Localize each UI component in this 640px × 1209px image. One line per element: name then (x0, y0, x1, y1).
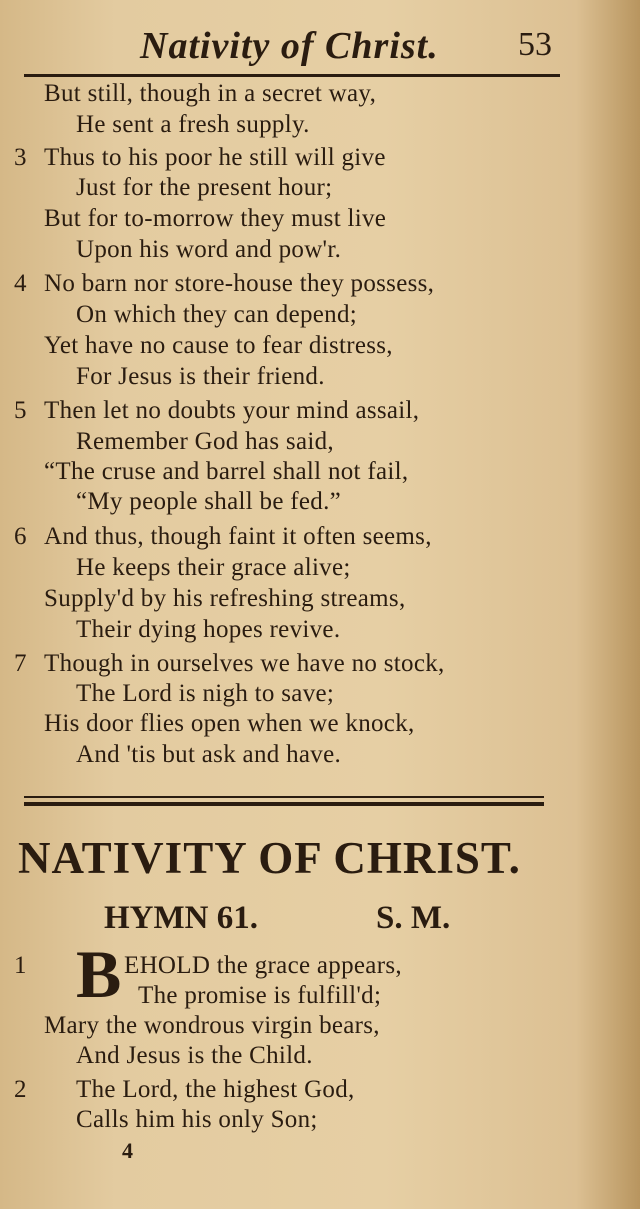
verse-line: Thus to his poor he still will give (44, 144, 386, 171)
drop-cap: B (76, 936, 122, 1012)
verse-line: The promise is fulfill'd; (138, 982, 382, 1009)
signature-mark: 4 (122, 1138, 133, 1163)
verse-line: No barn nor store-house they possess, (44, 270, 435, 297)
verse-line: “The cruse and barrel shall not fail, (44, 458, 409, 485)
verse-line: He sent a fresh supply. (76, 111, 310, 138)
section-divider-bottom (24, 802, 544, 806)
running-header-title: Nativity of Christ. (140, 25, 439, 67)
verse-line: Then let no doubts your mind assail, (44, 397, 420, 424)
verse-line: Supply'd by his refreshing streams, (44, 585, 406, 612)
verse-line: Their dying hopes revive. (76, 616, 341, 643)
verse-number: 5 (14, 397, 27, 424)
verse-line: Though in ourselves we have no stock, (44, 650, 445, 677)
hymn-meter: S. M. (376, 900, 451, 936)
verse-number: 1 (14, 952, 27, 979)
verse-line: The Lord is nigh to save; (76, 680, 335, 707)
verse-line: His door flies open when we knock, (44, 710, 415, 737)
verse-number: 2 (14, 1076, 27, 1103)
verse-line: Calls him his only Son; (76, 1106, 318, 1133)
verse-line: Yet have no cause to fear distress, (44, 332, 393, 359)
verse-line: And Jesus is the Child. (76, 1042, 313, 1069)
verse-line: The Lord, the highest God, (76, 1076, 355, 1103)
verse-number: 4 (14, 270, 27, 297)
verse-line: But still, though in a secret way, (44, 80, 377, 107)
verse-line: On which they can depend; (76, 301, 358, 328)
verse-number: 7 (14, 650, 27, 677)
verse-line: Remember God has said, (76, 428, 334, 455)
verse-line: He keeps their grace alive; (76, 554, 351, 581)
verse-line: Just for the present hour; (76, 174, 333, 201)
verse-line: For Jesus is their friend. (76, 363, 325, 390)
verse-line: Upon his word and pow'r. (76, 236, 342, 263)
verse-line: “My people shall be fed.” (76, 488, 342, 515)
verse-line: But for to-morrow they must live (44, 205, 387, 232)
verse-line: EHOLD the grace appears, (124, 952, 402, 979)
page-number: 53 (518, 26, 552, 63)
verse-number: 6 (14, 523, 27, 550)
verse-line: Mary the wondrous virgin bears, (44, 1012, 380, 1039)
section-title: NATIVITY OF CHRIST. (18, 833, 521, 883)
verse-number: 3 (14, 144, 27, 171)
header-rule (24, 74, 560, 77)
verse-line: And thus, though faint it often seems, (44, 523, 432, 550)
verse-line: And 'tis but ask and have. (76, 741, 342, 768)
section-divider-top (24, 796, 544, 798)
hymn-title: HYMN 61. (104, 900, 258, 936)
